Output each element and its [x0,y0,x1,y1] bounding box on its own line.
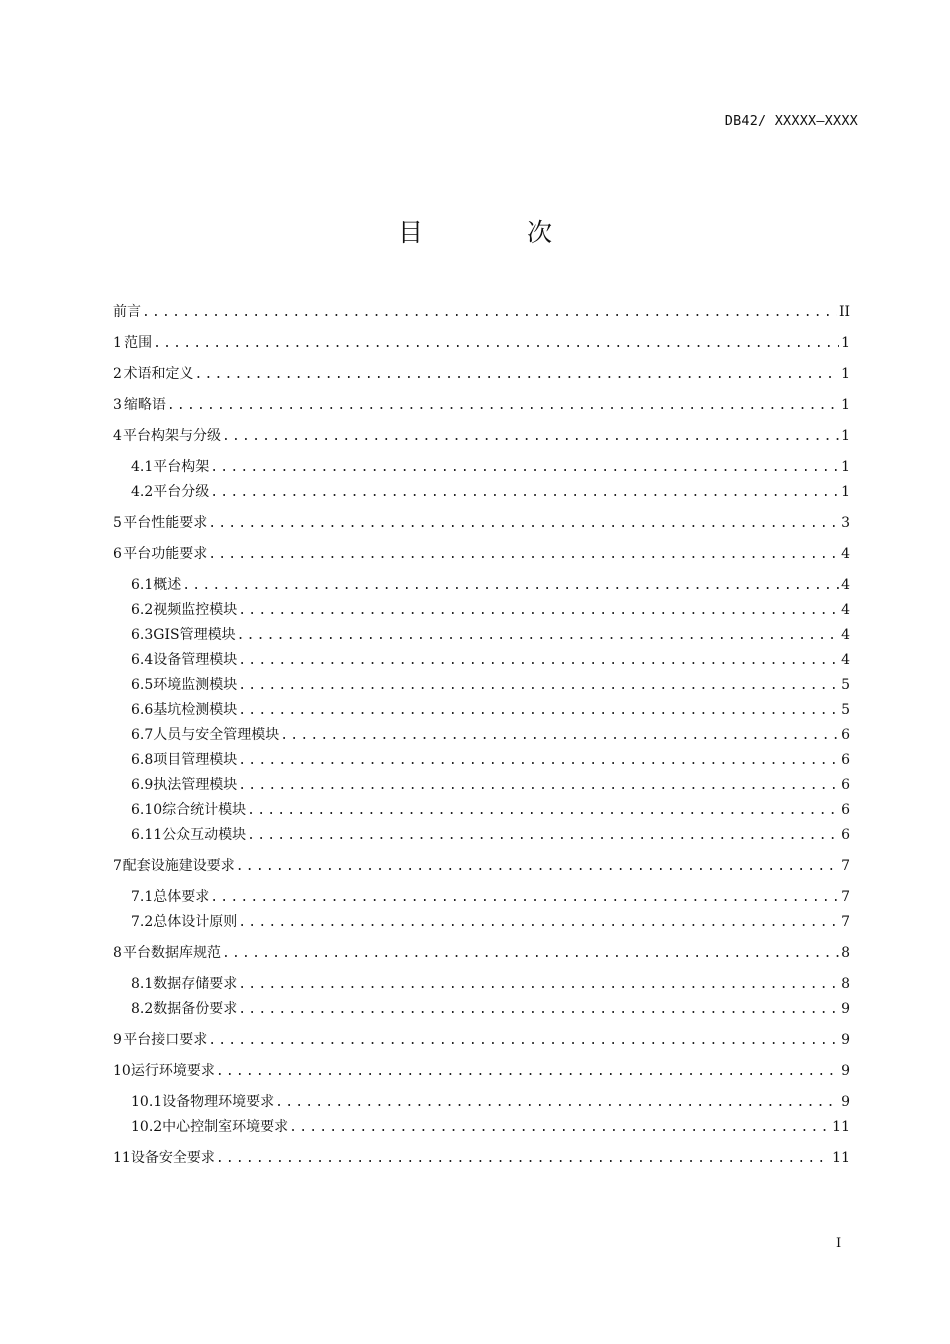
toc-entry-page: 9 [841,1001,850,1017]
toc-entry-6-10[interactable] [131,799,850,821]
toc-leader-dots [238,700,839,722]
toc-entry-4-1[interactable] [131,456,850,478]
toc-leader-dots [208,544,839,566]
toc-entry-label: 平台构架 [153,459,210,475]
toc-entry-number: 7.2 [131,914,154,930]
toc-entry-page: 9 [841,1094,850,1110]
toc-entry-6-2[interactable] [131,599,850,621]
toc-entry-4-2[interactable] [131,481,850,503]
toc-leader-dots [222,943,839,965]
toc-entry-label: 综合统计模块 [162,802,247,818]
toc-entry-page: 1 [841,428,850,444]
toc-entry-page: 1 [841,484,850,500]
toc-entry-label: 平台功能要求 [123,546,208,562]
toc-entry-9[interactable] [113,1029,850,1051]
toc-entry-page: 5 [841,702,850,718]
toc-entry-page: 6 [841,827,850,843]
toc-leader-dots [210,887,839,909]
toc-entry-6-6[interactable] [131,699,850,721]
toc-entry-number: 7.1 [131,889,154,905]
toc-entry-label: 基坑检测模块 [153,702,238,718]
toc-entry-number: 10 [113,1063,131,1079]
toc-entry-label: 环境监测模块 [153,677,238,693]
toc-leader-dots [238,999,839,1021]
toc-entry-number: 5 [113,515,122,531]
toc-entry-6-8[interactable] [131,749,850,771]
toc-entry-number: 6.11 [131,827,163,843]
toc-entry-number: 8.2 [131,1001,154,1017]
toc-leader-dots [216,1148,830,1170]
toc-entry-page: 4 [841,577,850,593]
toc-entry-6-11[interactable] [131,824,850,846]
toc-entry-5[interactable] [113,512,850,534]
toc-entry-1[interactable] [113,332,850,354]
toc-entry-page: 6 [841,752,850,768]
toc-entry-page: 11 [832,1150,850,1166]
toc-entry-number: 6.7 [131,727,154,743]
toc-leader-dots [210,482,839,504]
toc-entry-page: 1 [841,397,850,413]
toc-entry-page: 9 [841,1063,850,1079]
toc-leader-dots [247,825,839,847]
toc-entry-page: 11 [832,1119,850,1135]
toc-entry-8[interactable] [113,942,850,964]
toc-entry-number: 6.3 [131,627,154,643]
toc-entry-6-4[interactable] [131,649,850,671]
toc-entry-number: 9 [113,1032,122,1048]
toc-leader-dots [142,302,837,324]
toc-leader-dots [247,800,839,822]
toc-leader-dots [182,575,839,597]
toc-entry-page: 1 [841,459,850,475]
toc-entry-label: 前言 [113,304,141,320]
toc-entry-label: 总体要求 [153,889,210,905]
toc-leader-dots [238,600,839,622]
toc-entry-8-2[interactable] [131,998,850,1020]
toc-leader-dots [238,650,839,672]
toc-entry-number: 2 [113,366,122,382]
toc-entry-label: 设备管理模块 [153,652,238,668]
toc-entry-number: 6.5 [131,677,154,693]
toc-leader-dots [238,974,839,996]
toc-entry-4[interactable] [113,425,850,447]
page-number: I [836,1236,842,1251]
toc-entry-label: 数据备份要求 [153,1001,238,1017]
toc-entry-3[interactable] [113,394,850,416]
toc-entry-label: 平台分级 [153,484,210,500]
toc-entry-7-2[interactable] [131,911,850,933]
toc-entry-11[interactable] [113,1147,850,1169]
toc-entry-7[interactable] [113,855,850,877]
toc-entry-8-1[interactable] [131,973,850,995]
toc-entry-number: 6.6 [131,702,154,718]
toc-entry-label: 运行环境要求 [130,1063,215,1079]
toc-entry-label: 平台接口要求 [123,1032,208,1048]
toc-entry-number: 6.8 [131,752,154,768]
toc-leader-dots [222,426,839,448]
toc-entry-label: 平台数据库规范 [123,945,221,961]
toc-entry-number: 4.2 [131,484,154,500]
toc-entry-label: 平台性能要求 [123,515,208,531]
toc-entry-number: 6 [113,546,122,562]
toc-entry-number: 11 [113,1150,131,1166]
document-code: DB42/ XXXXX—XXXX [724,113,858,129]
toc-entry-label: 概述 [153,577,182,593]
toc-leader-dots [289,1117,830,1139]
toc-entry-label: 设备安全要求 [130,1150,215,1166]
toc-leader-dots [167,395,839,417]
toc-entry-label: 配套设施建设要求 [122,858,235,874]
toc-entry-page: 5 [841,677,850,693]
toc-leader-dots [238,775,839,797]
toc-entry-page: 9 [841,1032,850,1048]
toc-entry-page: II [838,304,850,320]
toc-entry-10-2[interactable] [131,1116,850,1138]
toc-entry-label: 数据存储要求 [153,976,238,992]
toc-entry-label: 中心控制室环境要求 [162,1119,289,1135]
toc-entry-label: 公众互动模块 [162,827,247,843]
toc-entry-number: 6.1 [131,577,154,593]
toc-entry-page: 4 [841,546,850,562]
toc-entry-label: 缩略语 [123,397,166,413]
toc-entry-2[interactable] [113,363,850,385]
toc-entry-number: 6.9 [131,777,154,793]
toc-entry-number: 10.2 [131,1119,163,1135]
toc-entry-6-3[interactable] [131,624,850,646]
toc-entry-page: 7 [841,889,850,905]
toc-entry-10-1[interactable] [131,1091,850,1113]
toc-leader-dots [208,513,839,535]
toc-entry-label: 设备物理环境要求 [162,1094,275,1110]
toc-entry-page: 4 [841,652,850,668]
toc-entry-label: GIS管理模块 [153,627,236,643]
toc-entry-label: 视频监控模块 [153,602,238,618]
toc-leader-dots [208,1030,839,1052]
toc-entry-page: 4 [841,602,850,618]
toc-entry-number: 10.1 [131,1094,163,1110]
toc-entry-page: 8 [841,976,850,992]
toc-entry-6[interactable] [113,543,850,565]
toc-entry-6-5[interactable] [131,674,850,696]
toc-entry-6-7[interactable] [131,724,850,746]
toc-entry-6-9[interactable] [131,774,850,796]
toc-leader-dots [238,750,839,772]
toc-leader-dots [216,1061,839,1083]
toc-leader-dots [280,725,839,747]
toc-leader-dots [238,912,839,934]
toc-entry-number: 4 [113,428,122,444]
toc-entry-page: 6 [841,727,850,743]
toc-entry-label: 平台构架与分级 [123,428,221,444]
toc-entry-page: 6 [841,777,850,793]
toc-entry-page: 7 [841,914,850,930]
toc-entry-page: 4 [841,627,850,643]
toc-leader-dots [275,1092,839,1114]
toc-entry-10[interactable] [113,1060,850,1082]
toc-entry-number: 3 [113,397,122,413]
toc-leader-dots [210,457,839,479]
toc-entry-page: 6 [841,802,850,818]
toc-leader-dots [236,856,839,878]
toc-entry-foreword[interactable] [113,301,850,323]
toc-entry-7-1[interactable] [131,886,850,908]
toc-entry-number: 4.1 [131,459,154,475]
toc-entry-number: 6.2 [131,602,154,618]
toc-entry-page: 3 [841,515,850,531]
toc-entry-number: 8 [113,945,122,961]
toc-entry-number: 6.4 [131,652,154,668]
toc-entry-6-1[interactable] [131,574,850,596]
toc-title: 目 次 [398,218,600,247]
toc-entry-page: 7 [841,858,850,874]
toc-entry-number: 1 [113,335,122,351]
toc-entry-page: 8 [841,945,850,961]
toc-entry-label: 执法管理模块 [153,777,238,793]
toc-entry-label: 项目管理模块 [153,752,238,768]
toc-entry-number: 7 [113,858,122,874]
toc-entry-number: 6.10 [131,802,163,818]
toc-entry-label: 人员与安全管理模块 [153,727,280,743]
toc-entry-label: 范围 [124,335,153,351]
toc-entry-label: 总体设计原则 [153,914,238,930]
toc-leader-dots [237,625,840,647]
toc-leader-dots [153,333,839,355]
toc-entry-page: 1 [841,366,850,382]
toc-leader-dots [194,364,839,386]
toc-leader-dots [238,675,839,697]
toc-entry-page: 1 [841,335,850,351]
toc-entry-number: 8.1 [131,976,154,992]
toc-entry-label: 术语和定义 [123,366,194,382]
